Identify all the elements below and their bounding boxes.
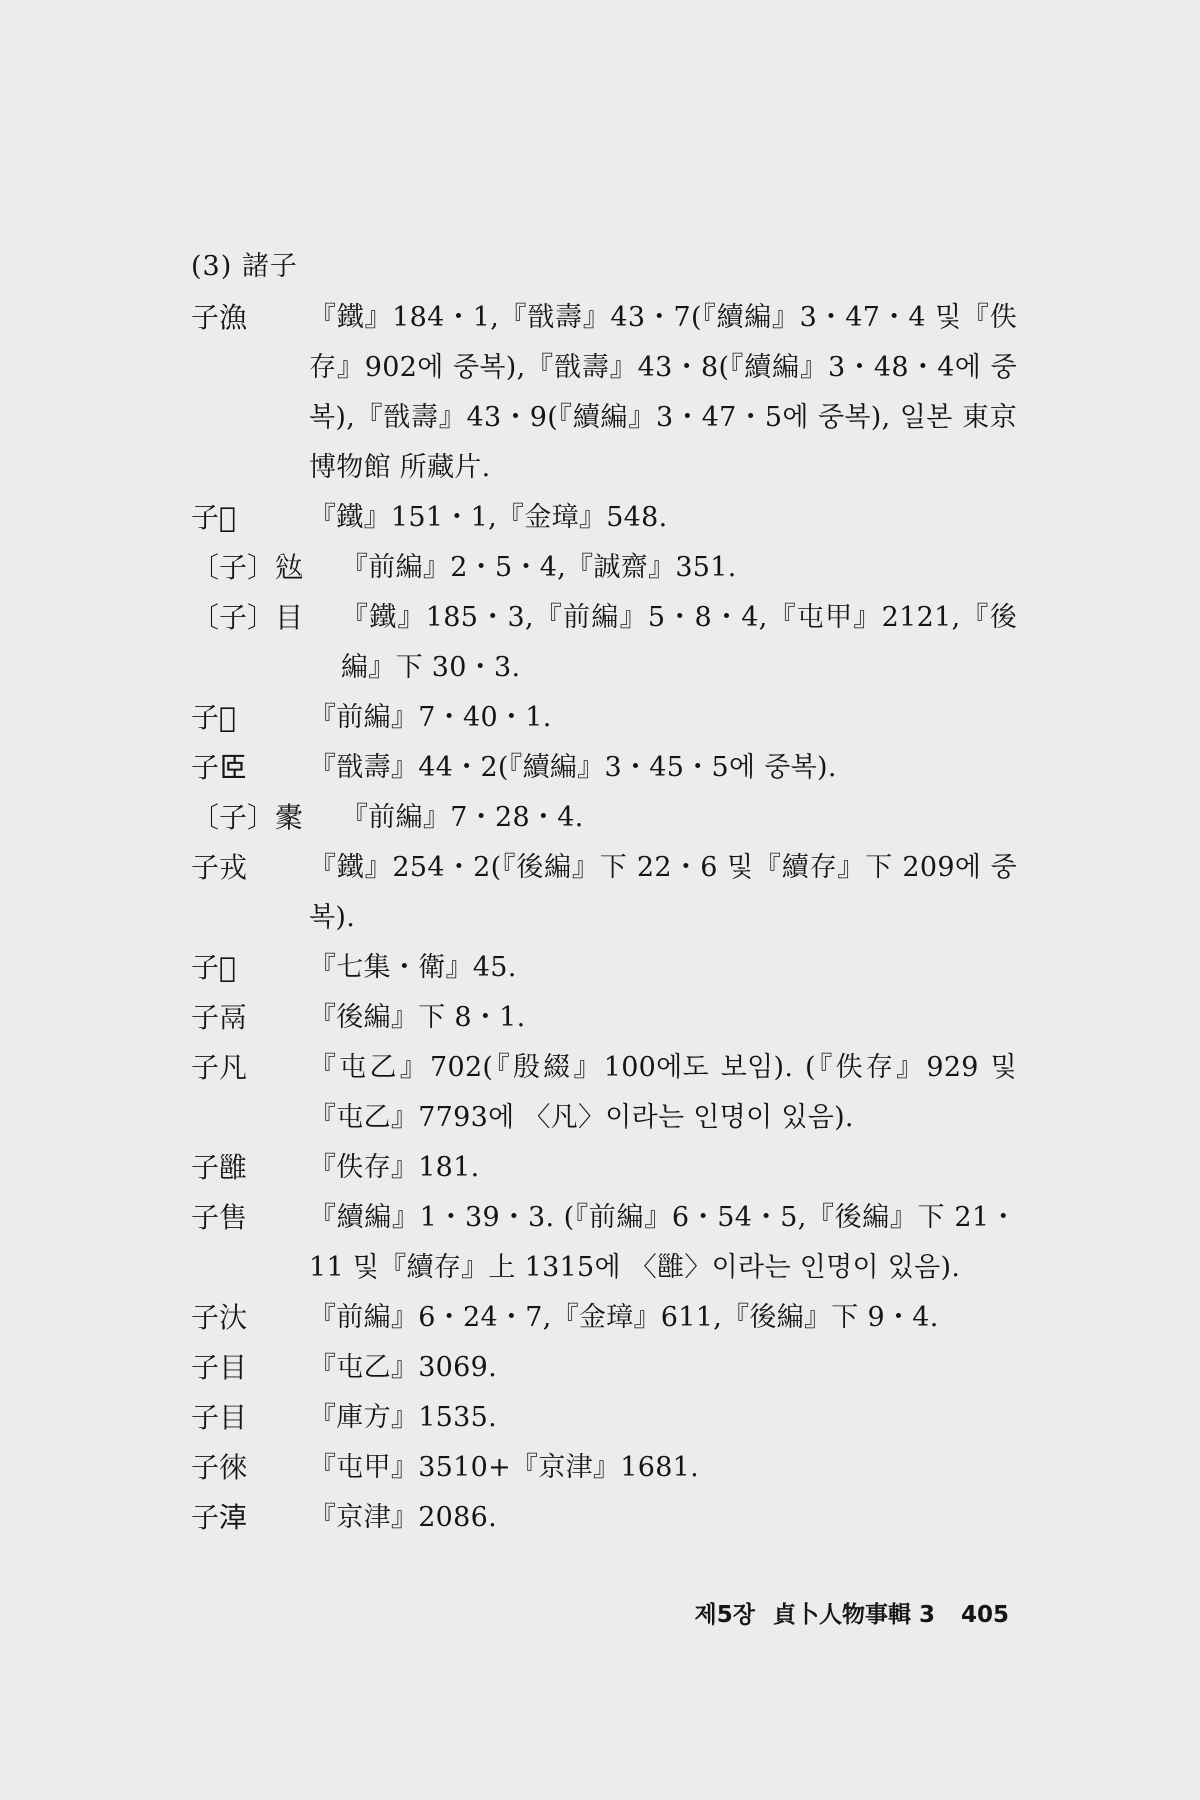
entry-citation: 『鐵』184・1,『戩壽』43・7(『續編』3・47・4 및『佚存』902에 중복),『戩壽』43・8(『續編』3・48・4에 중복),『戩壽』43・9(『續編』3・47・5에 중복), 일본 東京博物館 所藏片.: [309, 302, 1017, 483]
entry-citation: 『屯乙』702(『殷綴』100에도 보임). (『佚存』929 및『屯乙』7793에 〈凡〉이라는 인명이 있음).: [309, 1052, 1017, 1133]
entry-name: 子徠: [191, 1451, 248, 1484]
entry-row: [191, 1193, 1017, 1293]
entry-name: 子𦣞: [191, 751, 248, 784]
entry-row: [191, 1393, 1017, 1443]
entry-row: [191, 1493, 1017, 1543]
entry-citation: 『前編』2・5・4,『誠齋』351.: [341, 552, 737, 583]
entry-citation: 『鐵』254・2(『後編』下 22・6 및『續存』下 209에 중복).: [309, 852, 1017, 933]
entry-citation: 『庫方』1535.: [309, 1402, 497, 1433]
entry-row: [191, 693, 1017, 743]
entry-name: 子鬲: [191, 1001, 248, 1034]
entry-citation: 『戩壽』44・2(『續編』3・45・5에 중복).: [309, 752, 837, 783]
entry-citation: 『七集・衛』45.: [309, 952, 517, 983]
entry-name: 子汏: [191, 1301, 248, 1334]
entry-row: [191, 1293, 1017, 1343]
entry-citation: 『續編』1・39・3. (『前編』6・54・5,『後編』下 21・11 및『續存』上 1315에 〈雝〉이라는 인명이 있음).: [309, 1202, 1017, 1283]
entry-name: 子雝: [191, 1151, 248, 1184]
entry-row: [191, 293, 1017, 493]
entry-row: [191, 1343, 1017, 1393]
section-heading: (3) 諸子: [191, 251, 298, 282]
entry-citation: 『屯甲』3510+『京津』1681.: [309, 1452, 700, 1483]
entry-name: 子目: [191, 1351, 248, 1384]
entry-row: [191, 493, 1017, 543]
entry-name: 子𣶃: [191, 1501, 248, 1534]
entry-citation: 『前編』7・28・4.: [341, 802, 584, 833]
footer-title: 貞卜人物事輯 3: [772, 1602, 935, 1628]
entry-name: 子戎: [191, 851, 248, 884]
entry-name: 子𡦹: [191, 501, 236, 534]
entry-citation: 『後編』下 8・1.: [309, 1002, 526, 1033]
entry-citation: 『佚存』181.: [309, 1152, 480, 1183]
entry-row: [191, 1043, 1017, 1143]
entry-row: [191, 993, 1017, 1043]
entry-citation: 『京津』2086.: [309, 1502, 497, 1533]
entry-citation: 『屯乙』3069.: [309, 1352, 497, 1383]
entry-name: 〔子〕𡜎: [191, 551, 304, 584]
page-number: 405: [960, 1602, 1009, 1628]
footer-chapter: 제5장: [694, 1602, 755, 1628]
entry-row: [191, 843, 1017, 943]
entry-name: 子𨛜: [191, 701, 236, 734]
entry-row: [191, 943, 1017, 993]
entry-row: [191, 1443, 1017, 1493]
entry-name: 子售: [191, 1201, 248, 1234]
entry-name: 子𨨈: [191, 951, 236, 984]
entry-name: 〔子〕目: [191, 601, 304, 634]
entry-row: [191, 743, 1017, 793]
entry-citation: 『鐵』185・3,『前編』5・8・4,『屯甲』2121,『後編』下 30・3.: [341, 602, 1017, 683]
entry-citation: 『前編』6・24・7,『金璋』611,『後編』下 9・4.: [309, 1302, 939, 1333]
entry-row: [191, 543, 1017, 593]
entry-row: [191, 1143, 1017, 1193]
entry-citation: 『鐵』151・1,『金璋』548.: [309, 502, 668, 533]
entry-row: [191, 793, 1017, 843]
entry-list: [191, 293, 1017, 1543]
entry-name: 子漁: [191, 301, 248, 334]
entry-name: 子凡: [191, 1051, 248, 1084]
entry-name: 〔子〕㯻: [191, 801, 304, 834]
page-footer: [695, 1596, 1009, 1629]
entry-citation: 『前編』7・40・1.: [309, 702, 552, 733]
entry-row: [191, 593, 1017, 693]
entry-name: 子目: [191, 1401, 248, 1434]
